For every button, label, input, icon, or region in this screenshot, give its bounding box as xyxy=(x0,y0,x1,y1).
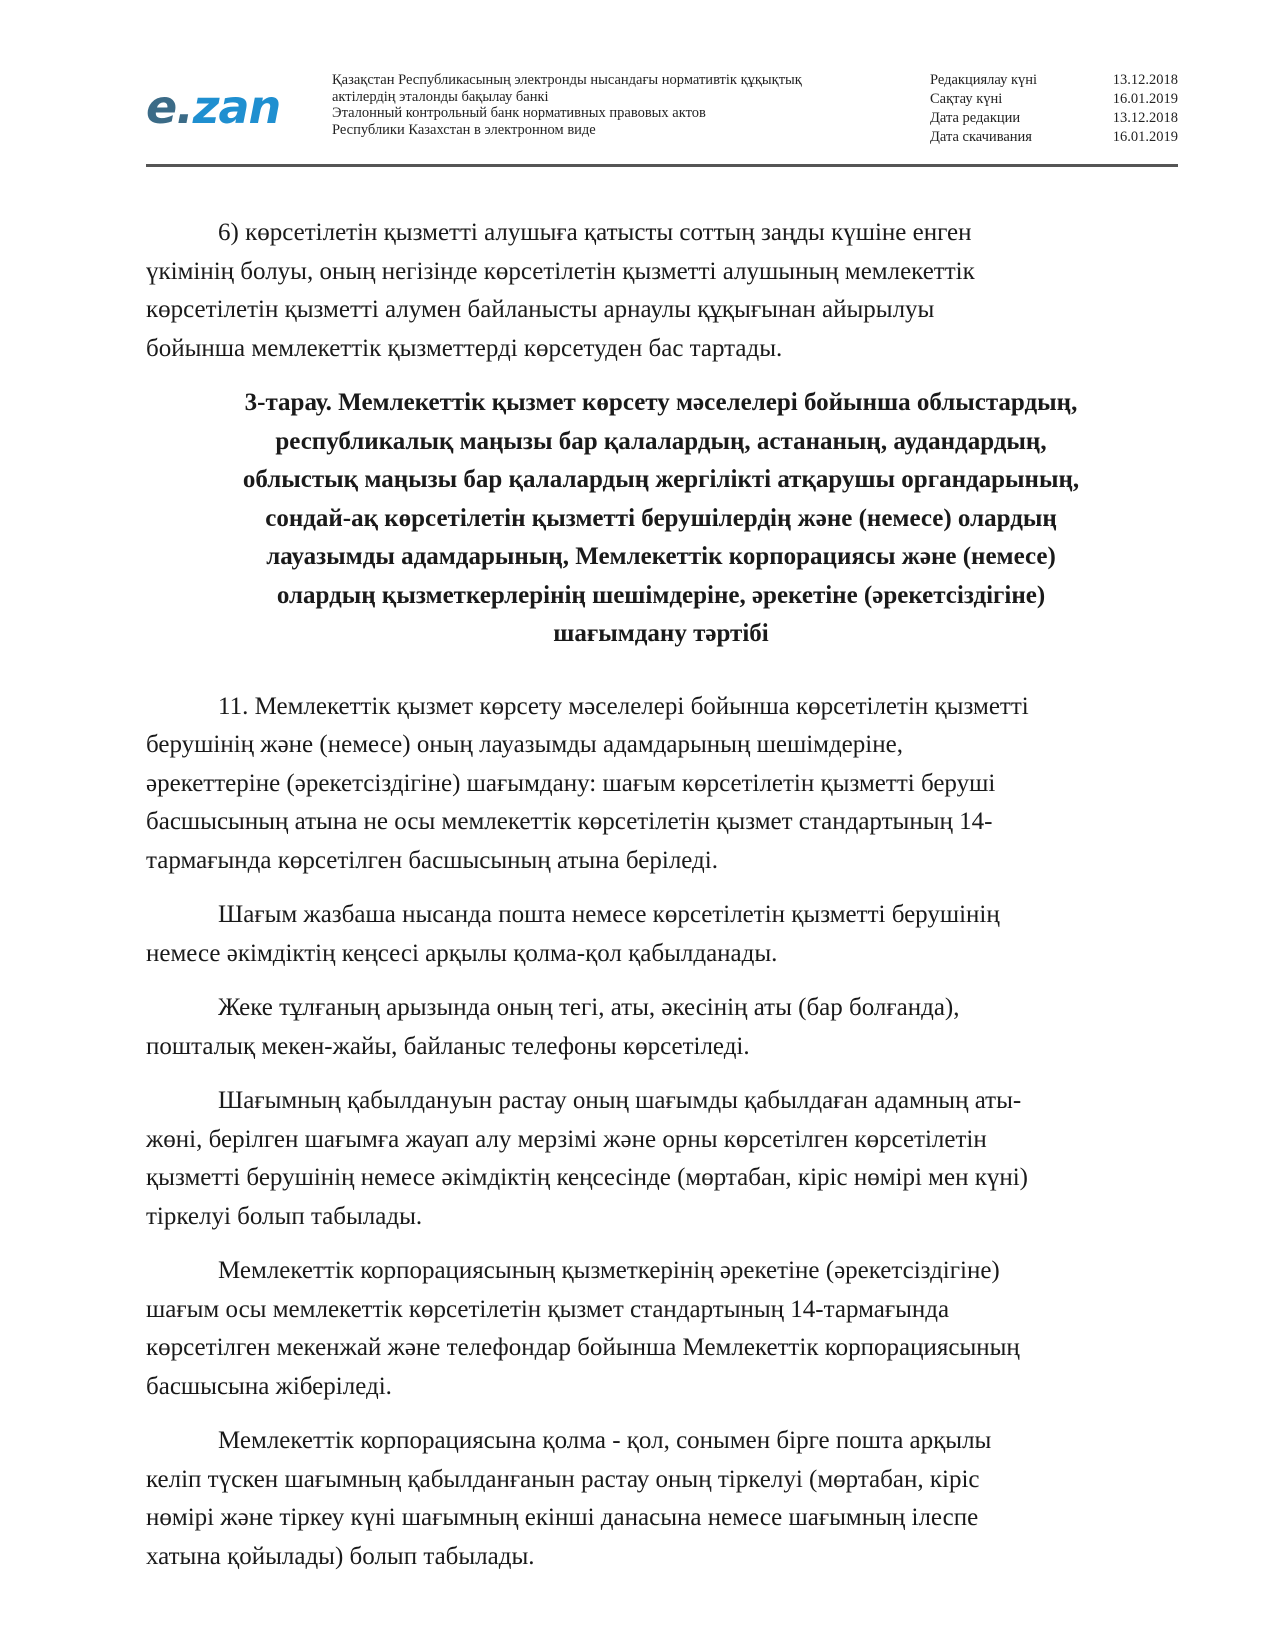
meta-row: Дата редакции 13.12.2018 xyxy=(930,110,1178,126)
document-header xyxy=(146,62,1178,168)
paragraph-written-form: Шағым жазбаша нысанда пошта немесе көрсетілетін қызметті берушінің немесе әкімдіктің кеңсесі арқылы қолма-қол қабылданады. xyxy=(146,901,1000,967)
paragraph-confirmation: Шағымның қабылдануын растау оның шағымды қабылдаған адамның аты- жөні, берілген шағымға жауап алу мерзімі және орны көрсетілген көрсетілетін қызметті берушінің немесе әкімдіктің кеңсесінде (мөртабан, кіріс нөмірі мен күні) тіркелуі болып табылады. xyxy=(146,1087,1028,1230)
paragraph-6-refusal: 6) көрсетілетін қызметті алушыға қатысты соттың заңды күшіне енген үкімінің болуы, оның негізінде көрсетілетін қызметті алушының мемлекеттік көрсетілетін қызметті алумен байланысты арнаулы құқығынан айырылуы бойынша мемлекеттік қызметтерді көрсетуден бас тартады. xyxy=(146,219,975,362)
paragraph-registration: Мемлекеттік корпорациясына қолма - қол, сонымен бірге пошта арқылы келіп түскен шағымның қабылданғанын растау оның тіркелуі (мөртабан, кіріс нөмірі және тіркеу күні шағымның екінші данасына немесе шағымның ілеспе хатына қойылады) болып табылады. xyxy=(146,1427,992,1570)
document-body xyxy=(146,214,1176,1592)
paragraph-state-corporation: Мемлекеттік корпорациясының қызметкерінің әрекетіне (әрекетсіздігіне) шағым осы мемлекеттік көрсетілетін қызмет стандартының 14-тармағында көрсетілген мекенжай және телефондар бойынша Мемлекеттік корпорациясының басшысына жіберіледі. xyxy=(146,1257,1020,1400)
header-description xyxy=(332,72,892,138)
ezan-logo: e.zan xyxy=(146,80,281,134)
header-line: Қазақстан Республикасының электронды нысандағы нормативтік құқықтық xyxy=(332,72,802,88)
header-line: Эталонный контрольный банк нормативных правовых актов xyxy=(332,105,706,121)
header-line: актілердің эталонды бақылау банкі xyxy=(332,88,549,105)
meta-row: Сақтау күні 16.01.2019 xyxy=(930,91,1178,107)
header-line: Республики Казахстан в электронном виде xyxy=(332,121,596,138)
paragraph-individual-details: Жеке тұлғаның арызында оның тегі, аты, әкесінің аты (бар болғанда), пошталық мекен-жайы, байланыс телефоны көрсетіледі. xyxy=(146,994,960,1060)
header-divider xyxy=(146,164,1178,167)
paragraph-11: 11. Мемлекеттік қызмет көрсету мәселелері бойынша көрсетілетін қызметті берушінің және (немесе) оның лауазымды адамдарының шешімдеріне, әрекеттеріне (әрекетсіздігіне) шағымдану: шағым көрсетілетін қызметті беруші басшысының атына не осы мемлекеттік көрсетілетін қызмет стандартының 14- тармағында көрсетілген басшысының атына беріледі. xyxy=(146,692,1029,874)
chapter-3-heading: 3-тарау. Мемлекеттік қызмет көрсету мәселелері бойынша облыстардың, республикалық маңызы бар қалалардың, астананың, аудандардың, облыстық маңызы бар қалалардың жергілікті атқарушы органдарының, сондай-ақ көрсетілетін қызметті берушілердің және (немесе) олардың лауазымды адамдарының, Мемлекеттік корпорациясы және (немесе) олардың қызметкерлерінің шешімдеріне, әрекетіне (әрекетсіздігіне) шағымдану тәртібі xyxy=(242,389,1080,647)
meta-row: Дата скачивания 16.01.2019 xyxy=(930,129,1178,145)
header-dates xyxy=(930,71,1178,147)
meta-row: Редакциялау күні 13.12.2018 xyxy=(930,72,1178,88)
